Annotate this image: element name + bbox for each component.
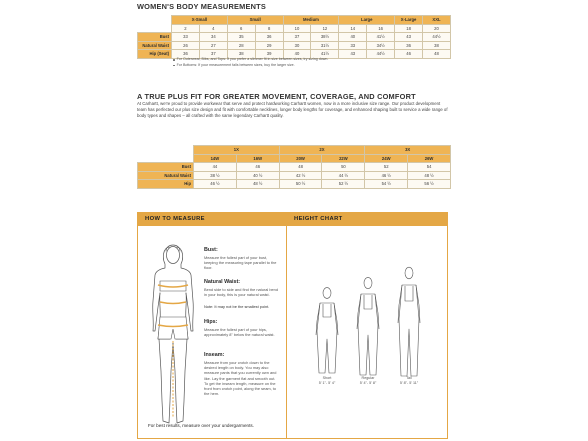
measure-cell: 46 (395, 50, 423, 59)
numeric-size: 8 (255, 24, 283, 33)
numeric-size: 6 (227, 24, 255, 33)
plus-fit-paragraph: At Carhartt, we're proud to provide workwear that serve and protect hardworking Carhartt women, now in a more inclusive size range. Our product development team has perfected our plus size design and fit with comfortable necklines, longer body lengths for coverage, and enhanced shaping built to service a wide range of body types and shapes – all crafted with the same legendary Carhartt quality. (137, 101, 448, 118)
numeric-size: 4 (199, 24, 227, 33)
bust-row (138, 33, 451, 42)
measure-cell: 33 (339, 41, 367, 50)
measure-cell: 38 (227, 50, 255, 59)
measure-cell: 44 (194, 163, 237, 172)
height-chart-illustration (287, 263, 447, 383)
numeric-size: 14 (339, 24, 367, 33)
bust-text: Measure the fullest part of your bust, keeping the measuring tape parallel to the floor. (204, 255, 277, 271)
measure-cell: 42 ½ (279, 171, 322, 180)
measure-cell: 38 (423, 41, 451, 50)
measure-cell: 50 (322, 163, 365, 172)
measure-cell: 29 (255, 41, 283, 50)
row-label: Hip (138, 180, 194, 189)
measure-cell: 34½ (367, 41, 395, 50)
measure-cell: 54 ½ (365, 180, 408, 189)
numeric-size: 2 (172, 24, 200, 33)
measure-cell: 50 ½ (279, 180, 322, 189)
bust-label: Bust: (204, 247, 218, 253)
natural-waist-row (138, 41, 451, 50)
row-label: Natural Waist (138, 171, 194, 180)
row-label: Natural Waist (138, 41, 172, 50)
measure-cell: 35 (227, 33, 255, 42)
height-figure-short (307, 376, 347, 386)
measure-cell: 46 ½ (194, 180, 237, 189)
figure-range: 5' 4"- 5' 8" (359, 381, 377, 386)
how-to-measure-header: HOW TO MEASURE (138, 213, 286, 226)
measure-cell: 31½ (311, 41, 339, 50)
measure-cell: 36 (172, 50, 200, 59)
measure-cell: 48 ½ (408, 171, 451, 180)
plus-numeric-size: 26W (408, 154, 451, 163)
measure-cell: 44½ (423, 33, 451, 42)
bullet-icon (173, 65, 175, 67)
measure-cell: 44 ½ (322, 171, 365, 180)
plus-numeric-size: 14W (194, 154, 237, 163)
plus-numeric-size: 24W (365, 154, 408, 163)
plus-numeric-size: 16W (236, 154, 279, 163)
measure-cell: 33 (172, 33, 200, 42)
measure-cell: 37 (199, 50, 227, 59)
numeric-size: 18 (395, 24, 423, 33)
plus-numeric-size-row (138, 154, 451, 163)
measure-cell: 36 (255, 33, 283, 42)
size-group: X-Large (395, 16, 423, 25)
height-figure-tall (389, 376, 429, 386)
measure-cell: 52 (365, 163, 408, 172)
row-label: Hip (Seat) (138, 50, 172, 59)
inseam-text: Measure from your crotch down to the desired length on body. You may also measure pants that you currently own and like. Lay the garment flat and smooth out. To get the inseam length, measure on the front from crotch point, along the seam, to the hem. (204, 360, 277, 397)
size-group: Large (339, 16, 395, 25)
measure-cell: 48 ½ (236, 180, 279, 189)
measure-cell: 43 (395, 33, 423, 42)
plus-numeric-size: 22W (322, 154, 365, 163)
measure-cell: 28 (227, 41, 255, 50)
plus-size-group: 1X (194, 146, 280, 155)
plus-waist-row (138, 171, 451, 180)
figure-name: Regular (361, 376, 375, 380)
measure-cell: 48 (279, 163, 322, 172)
plus-fit-title: A TRUE PLUS FIT FOR GREATER MOVEMENT, COVERAGE, AND COMFORT (137, 92, 416, 101)
measure-cell: 40 (339, 33, 367, 42)
measure-cell: 36 (395, 41, 423, 50)
measure-cell: 37 (283, 33, 311, 42)
plus-size-group-row (138, 146, 451, 155)
womens-measurements-title: WOMEN'S BODY MEASUREMENTS (137, 2, 266, 11)
row-label: Bust (138, 163, 194, 172)
row-label: Bust (138, 33, 172, 42)
measure-cell: 41½ (311, 50, 339, 59)
measure-cell: 48 (423, 50, 451, 59)
natural-waist-label: Natural Waist: (204, 279, 241, 285)
measure-cell: 43 (339, 50, 367, 59)
measure-cell: 27 (199, 41, 227, 50)
measure-cell: 41½ (367, 33, 395, 42)
size-group: XXL (423, 16, 451, 25)
figure-range: 5' 1"- 5' 4" (318, 381, 336, 386)
numeric-size: 20 (423, 24, 451, 33)
measure-cell: 38½ (311, 33, 339, 42)
size-group: X-Small (172, 16, 228, 25)
size-group: Medium (283, 16, 339, 25)
plus-size-group: 3X (365, 146, 451, 155)
measure-cell: 34 (199, 33, 227, 42)
plus-hip-row (138, 180, 451, 189)
measure-cell: 40 (283, 50, 311, 59)
numeric-size: 10 (283, 24, 311, 33)
undergarments-footnote: For best results, measure over your undergarments. (148, 423, 254, 428)
measure-cell: 44½ (367, 50, 395, 59)
measure-cell: 54 (408, 163, 451, 172)
size-group-row (138, 16, 451, 25)
plus-numeric-size: 20W (279, 154, 322, 163)
inseam-label: Inseam: (204, 352, 225, 358)
measure-cell: 40 ½ (236, 171, 279, 180)
fit-notes (173, 57, 443, 68)
measure-panel (137, 212, 448, 439)
natural-waist-text: Bend side to side and find the natural bend in your body, this is your natural waist. (204, 287, 278, 298)
figure-name: Tall (406, 376, 412, 380)
plus-size-table (137, 145, 451, 189)
measure-cell: 46 ½ (365, 171, 408, 180)
measure-cell: 30 (283, 41, 311, 50)
measure-cell: 38 ½ (194, 171, 237, 180)
numeric-size-row (138, 24, 451, 33)
measure-cell: 39 (255, 50, 283, 59)
fit-note (173, 63, 443, 69)
plus-bust-row (138, 163, 451, 172)
numeric-size: 12 (311, 24, 339, 33)
height-figure-regular (348, 376, 388, 386)
height-chart-header: HEIGHT CHART (287, 213, 447, 226)
womens-size-table (137, 15, 451, 59)
figure-name: Short (322, 376, 332, 380)
natural-waist-note: Note: It may not be the smallest point. (204, 304, 270, 309)
plus-size-group: 2X (279, 146, 365, 155)
measure-cell: 46 (236, 163, 279, 172)
hips-label: Hips: (204, 319, 218, 325)
measure-cell: 26 (172, 41, 200, 50)
hips-text: Measure the fullest part of your hips, approximately 8" below the natural waist. (204, 327, 275, 338)
fit-note-text: For Outerwear, Bibs, and Tops: If you prefer a slimmer fit in size between sizes, try sizing down. (176, 57, 329, 61)
fit-note-text: For Bottoms: If your measurement falls between sizes, buy the larger size. (176, 62, 295, 67)
measure-cell: 52 ½ (322, 180, 365, 189)
measuring-figure-illustration (142, 231, 204, 431)
size-group: Small (227, 16, 283, 25)
numeric-size: 16 (367, 24, 395, 33)
bullet-icon (173, 59, 175, 61)
measure-cell: 56 ½ (408, 180, 451, 189)
figure-range: 5' 8"- 5' 11" (399, 381, 419, 386)
